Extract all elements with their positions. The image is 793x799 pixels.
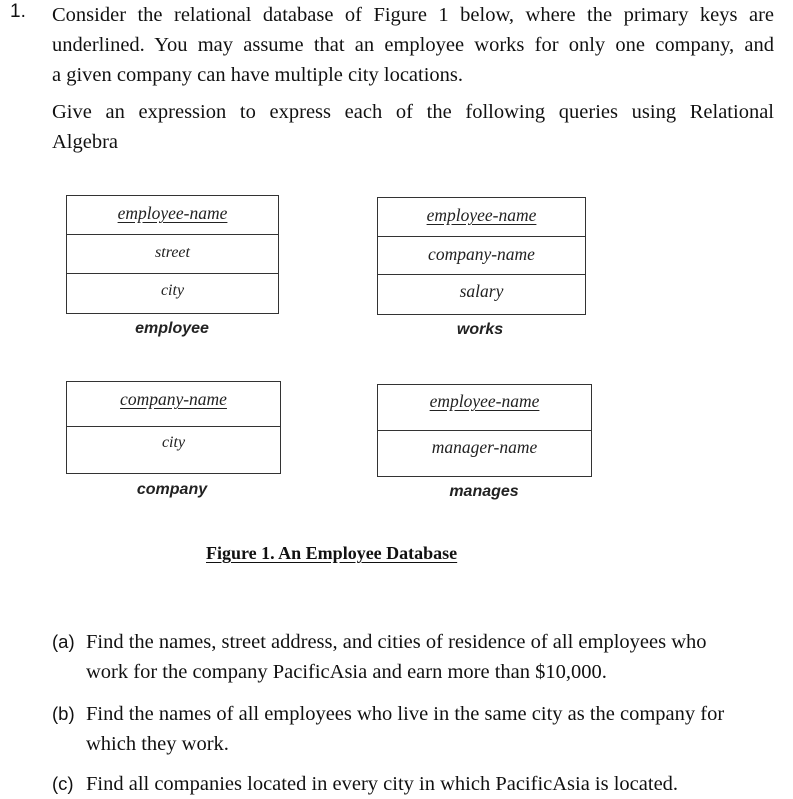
attribute-street: street <box>155 244 190 261</box>
attribute-city: city <box>160 282 185 299</box>
figure-caption: Figure 1. An Employee Database <box>206 543 458 563</box>
attribute-city: city <box>161 434 186 451</box>
attribute-employee-name: employee-name <box>426 205 537 225</box>
table-manages <box>377 384 592 477</box>
subquestion-c <box>52 769 776 799</box>
attribute-company-name: company-name <box>120 389 227 409</box>
row-divider <box>67 234 278 235</box>
intro-line: a given company can have multiple city locations. <box>52 64 464 86</box>
table-name-manages: manages <box>449 483 519 500</box>
row-divider <box>378 430 591 431</box>
intro-line: Consider the relational database of Figure 1 below, where the primary keys are <box>52 4 774 26</box>
attribute-manager-name: manager-name <box>431 437 538 457</box>
table-name-company: company <box>136 481 208 498</box>
subquestion-line: Find the names, street address, and cities of residence of all employees who <box>86 631 707 653</box>
subquestion-label: (c) <box>52 773 74 794</box>
subquestion-b <box>52 699 776 759</box>
subquestion-line: which they work. <box>86 733 229 755</box>
subquestion-line: Find all companies located in every city in which PacificAsia is located. <box>86 773 679 795</box>
task-line: Give an expression to express each of the following queries using Relational <box>52 101 774 123</box>
table-employee <box>66 195 279 314</box>
subquestion-label: (a) <box>52 631 75 652</box>
attribute-company-name: company-name <box>428 244 535 264</box>
question-number: 1. <box>10 1 26 22</box>
task-line: Algebra <box>52 131 119 153</box>
question-task <box>52 97 774 157</box>
attribute-salary: salary <box>459 281 504 301</box>
subquestion-line: Find the names of all employees who live in the same city as the company for <box>86 703 725 725</box>
table-name-employee: employee <box>135 320 209 337</box>
row-divider <box>378 274 585 275</box>
subquestion-a <box>52 627 776 687</box>
attribute-employee-name: employee-name <box>117 203 228 223</box>
subquestion-label: (b) <box>52 703 75 724</box>
question-intro <box>52 0 774 90</box>
table-company <box>66 381 281 474</box>
table-name-works: works <box>456 321 504 338</box>
attribute-employee-name: employee-name <box>429 391 540 411</box>
table-works <box>377 197 586 315</box>
subquestion-line: work for the company PacificAsia and earn more than $10,000. <box>86 661 607 683</box>
row-divider <box>378 236 585 237</box>
row-divider <box>67 273 278 274</box>
row-divider <box>67 426 280 427</box>
intro-line: underlined. You may assume that an employee works for only one company, and <box>52 34 774 56</box>
